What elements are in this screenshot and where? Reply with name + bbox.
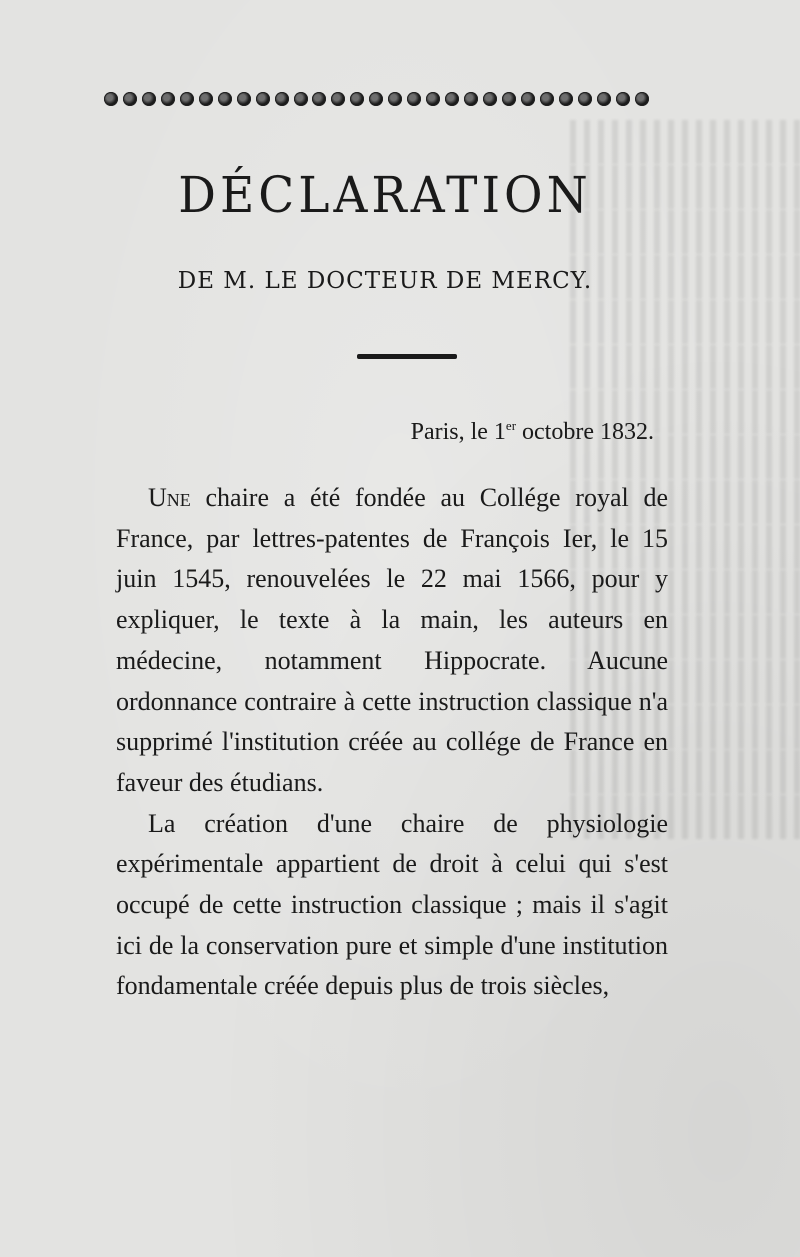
dateline (411, 418, 654, 446)
page-title: DÉCLARATION (178, 166, 592, 225)
ornament-bead (426, 92, 440, 106)
paragraph-2-text: La création d'une chaire de physiologie expérimentale appartient de droit à celui qui s'est occupé de cette instruction classique ; mais il s'agit ici de la conservation pure et simple d'une institution fondamentale créée depuis plus de trois siècles, (116, 808, 668, 1001)
ornament-bead (294, 92, 308, 106)
ornament-bead (331, 92, 345, 106)
ornament-bead (445, 92, 459, 106)
ornament-bead (123, 92, 137, 106)
ornament-bead (180, 92, 194, 106)
title-rule (357, 354, 457, 359)
dateline-sup: er (505, 418, 517, 433)
ornament-bead (142, 92, 156, 106)
dateline-prefix: Paris, le 1 (410, 419, 506, 445)
ornament-bead (104, 92, 118, 106)
ornament-bead (256, 92, 270, 106)
ornament-bead (161, 92, 175, 106)
ornament-bead (597, 92, 611, 106)
ornament-bead (521, 92, 535, 106)
ornament-bead (312, 92, 326, 106)
paragraph-1-text: chaire a été fondée au Collége royal de France, par lettres-patentes de François Ier, le 15 juin 1545, renouvelées le 22 mai 1566, pour y expliquer, le texte à la main, les auteurs en médecine, notamment Hippocrate. Aucune ordonnance contraire à cette instruction classique n'a supprimé l'institution créée au collége de France en faveur des étudians. (116, 483, 668, 797)
paragraph-2 (116, 804, 668, 1008)
ornament-bead (578, 92, 592, 106)
ornament-bead (237, 92, 251, 106)
ornament-bead (407, 92, 421, 106)
ornament-bead (218, 92, 232, 106)
ornament-bead (616, 92, 630, 106)
ornament-border (104, 88, 649, 110)
ornament-bead (369, 92, 383, 106)
body-text (116, 478, 668, 1007)
dateline-suffix: octobre 1832. (516, 419, 654, 445)
ornament-bead (199, 92, 213, 106)
ornament-bead (559, 92, 573, 106)
paragraph-1-lead: Une (148, 483, 191, 512)
ornament-bead (483, 92, 497, 106)
ornament-bead (350, 92, 364, 106)
page-subtitle: DE M. LE DOCTEUR DE MERCY. (177, 268, 593, 294)
paragraph-1 (116, 478, 668, 804)
ornament-bead (275, 92, 289, 106)
ornament-bead (464, 92, 478, 106)
ornament-bead (635, 92, 649, 106)
ornament-bead (388, 92, 402, 106)
ornament-bead (540, 92, 554, 106)
ornament-bead (502, 92, 516, 106)
